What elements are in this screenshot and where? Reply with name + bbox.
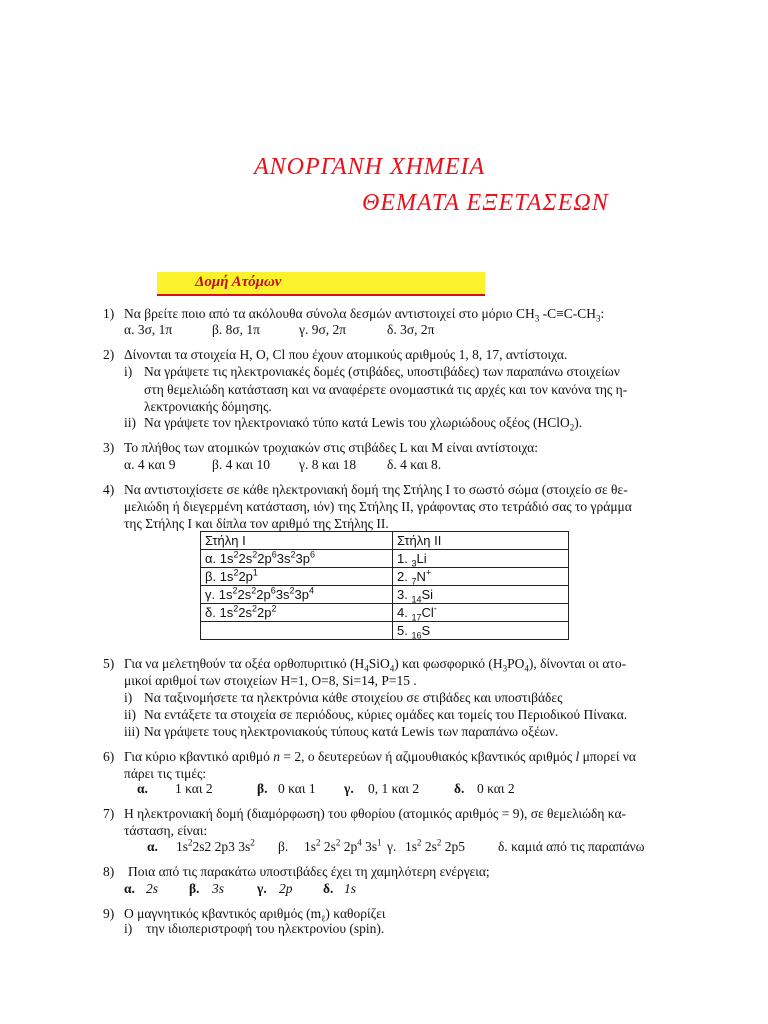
column-2-cell: 1. $_3$Li (393, 550, 569, 568)
option-d: 0 και 2 (477, 781, 515, 796)
option-c: 2p (279, 881, 293, 896)
sub-item-text: λεκτρονιακής δόμησης. (144, 399, 272, 414)
column-2-cell: 2. $_7$N+ (393, 568, 569, 586)
question-text: Να αντιστοιχίσετε σε κάθε ηλεκτρονιακή δομή της Στήλης Ι το σωστό σώμα (στοιχείο σε θε- (124, 482, 628, 497)
option-d-label: δ. (454, 781, 465, 796)
option-d: δ. 4 και 8. (387, 457, 442, 472)
option-a-label: α. (137, 781, 148, 796)
option-c: 0, 1 και 2 (368, 781, 420, 796)
question-text: της Στήλης Ι και δίπλα τον αριθμό της Στήλης ΙΙ. (124, 516, 389, 531)
column-header: Στήλη ΙΙ (393, 532, 569, 550)
sub-item-label: i) (124, 921, 133, 936)
option-a-label: α. (124, 881, 135, 896)
option-a: $1s^22s2$ 2p3 $3s^2$ (176, 837, 255, 854)
question-text: Για κύριο κβαντικό αριθμό n = 2, ο δευτερεύων ή αζιμουθιακός κβαντικός αριθμός l μπορεί να (124, 749, 637, 764)
option-a: 1 και 2 (175, 781, 213, 796)
question-text: Το πλήθος των ατομικών τροχιακών στις στιβάδες L και M είναι αντίστοιχα: (124, 440, 538, 455)
option-d: 1s (344, 881, 357, 896)
column-1-cell: δ. $1s^22s^22p^2$ (201, 604, 393, 622)
option-a: α. 3σ, 1π (124, 322, 173, 337)
option-b-label: β. (257, 781, 268, 796)
table-row (201, 604, 569, 622)
question-text: μελιώδη ή διεγερμένη κατάσταση, ιόν) της Στήλης ΙΙ, γράφοντας στο τετράδιό σας το γράμμα (124, 499, 632, 514)
question-text: μικοί αριθμοί των στοιχείων H=1, O=8, Si=14, P=15 . (124, 673, 417, 688)
sub-item-text: Να ταξινομήσετε τα ηλεκτρόνια κάθε στοιχείου σε στιβάδες και υποστιβάδες (144, 690, 563, 705)
column-1-cell (201, 622, 393, 640)
column-1-cell: α. $1s^22s^22p^63s^23p^6$ (201, 550, 393, 568)
option-c-label: γ. (344, 781, 354, 796)
option-b: $1s^2$ $2s^2$ $2p^4$ $3s^1$ (304, 837, 382, 854)
section-heading: Δομή Ατόμων (195, 274, 282, 290)
question-number: 6) (103, 749, 115, 764)
option-d-label: δ. (323, 881, 334, 896)
sub-item-label: i) (124, 690, 133, 705)
sub-item-text: Να γράψετε τον ηλεκτρονιακό τύπο κατά Lewis του χλωριώδους οξέος (HClO$_2$). (144, 415, 583, 433)
sub-item-text: στη θεμελιώδη κατάσταση και να αναφέρετε ονομαστικά τις αρχές και τον κανόνα της η- (144, 382, 628, 397)
section-heading-box (157, 272, 485, 296)
option-b: 0 και 1 (278, 781, 316, 796)
question-text: Για να μελετηθούν τα οξέα ορθοπυριτικό $(H_4SiO_4)$ και φωσφορικό $(H_3PO_4)$, δίνονται οι ατο- (124, 656, 627, 674)
sub-item-text: την ιδιοπεριστροφή του ηλεκτρονίου (spin). (146, 921, 385, 936)
sub-item-text: Να γράψετε τις ηλεκτρονιακές δομές (στιβάδες, υποστιβάδες) των παραπάνω στοιχείων (144, 364, 620, 379)
table-header-row (201, 532, 569, 550)
column-2-cell: 3. $_{14}$Si (393, 586, 569, 604)
option-b-label: β. (278, 839, 289, 854)
column-1-cell: γ. $1s^22s^22p^63s^23p^4$ (201, 586, 393, 604)
sub-item-label: i) (124, 364, 133, 379)
option-d: δ. 3σ, 2π (387, 322, 435, 337)
question-number: 8) (103, 864, 115, 879)
option-b: 3s (212, 881, 225, 896)
question-number: 4) (103, 482, 115, 497)
option-a-label: α. (147, 839, 158, 854)
question-text: τάσταση, είναι: (124, 823, 208, 838)
option-c: $1s^2$ $2s^2$ 2p5 (405, 837, 466, 854)
option-c-label: γ. (387, 839, 397, 854)
title-line-1: ΑΝΟΡΓΑΝΗ ΧΗΜΕΙΑ (254, 154, 486, 180)
question-text: Να βρείτε ποιο από τα ακόλουθα σύνολα δεσμών αντιστοιχεί στο μόριο $CH_3$ $-C\equiv C-CH_3$: (124, 306, 605, 324)
question-number: 7) (103, 806, 115, 821)
table-row (201, 550, 569, 568)
question-text: πάρει τις τιμές: (124, 766, 207, 781)
column-2-cell: 5. $_{16}$S (393, 622, 569, 640)
option-a: 2s (146, 881, 159, 896)
title-line-2: ΘΕΜΑΤΑ ΕΞΕΤΑΣΕΩΝ (362, 190, 609, 216)
sub-item-label: iii) (124, 724, 140, 739)
option-c: γ. 9σ, 2π (299, 322, 347, 337)
option-b-label: β. (189, 881, 200, 896)
sub-item-label: ii) (124, 707, 136, 722)
question-text: Ο μαγνητικός κβαντικός αριθμός $(m_\ell)$ καθορίζει (124, 906, 386, 924)
column-header: Στήλη Ι (201, 532, 393, 550)
option-a: α. 4 και 9 (124, 457, 176, 472)
sub-item-text: Να γράψετε τους ηλεκτρονιακούς τύπους κατά Lewis των παραπάνω οξέων. (144, 724, 559, 739)
question-text: Ποια από τις παρακάτω υποστιβάδες έχει τη χαμηλότερη ενέργεια; (128, 864, 490, 879)
question-number: 3) (103, 440, 115, 455)
table-row (201, 622, 569, 640)
option-b: β. 4 και 10 (212, 457, 271, 472)
column-1-cell: β. $1s^22p^1$ (201, 568, 393, 586)
matching-table (200, 531, 569, 640)
sub-item-label: ii) (124, 415, 136, 430)
question-number: 2) (103, 347, 115, 362)
sub-item-text: Να εντάξετε τα στοιχεία σε περιόδους, κύριες ομάδες και τομείς του Περιοδικού Πίνακα. (144, 707, 628, 722)
question-text: Η ηλεκτρονιακή δομή (διαμόρφωση) του φθορίου (ατομικός αριθμός = 9), σε θεμελιώδη κα- (124, 806, 627, 821)
option-d: δ. καμιά από τις παραπάνω (498, 839, 645, 854)
table-row (201, 568, 569, 586)
question-number: 5) (103, 656, 115, 671)
question-number: 1) (103, 306, 115, 321)
option-c-label: γ. (257, 881, 267, 896)
option-c: γ. 8 και 18 (299, 457, 357, 472)
table-row (201, 586, 569, 604)
question-number: 9) (103, 906, 115, 921)
column-2-cell: 4. $_{17}$Cl- (393, 604, 569, 622)
question-text: Δίνονται τα στοιχεία H, O, Cl που έχουν ατομικούς αριθμούς 1, 8, 17, αντίστοιχα. (124, 347, 568, 362)
option-b: β. 8σ, 1π (212, 322, 260, 337)
